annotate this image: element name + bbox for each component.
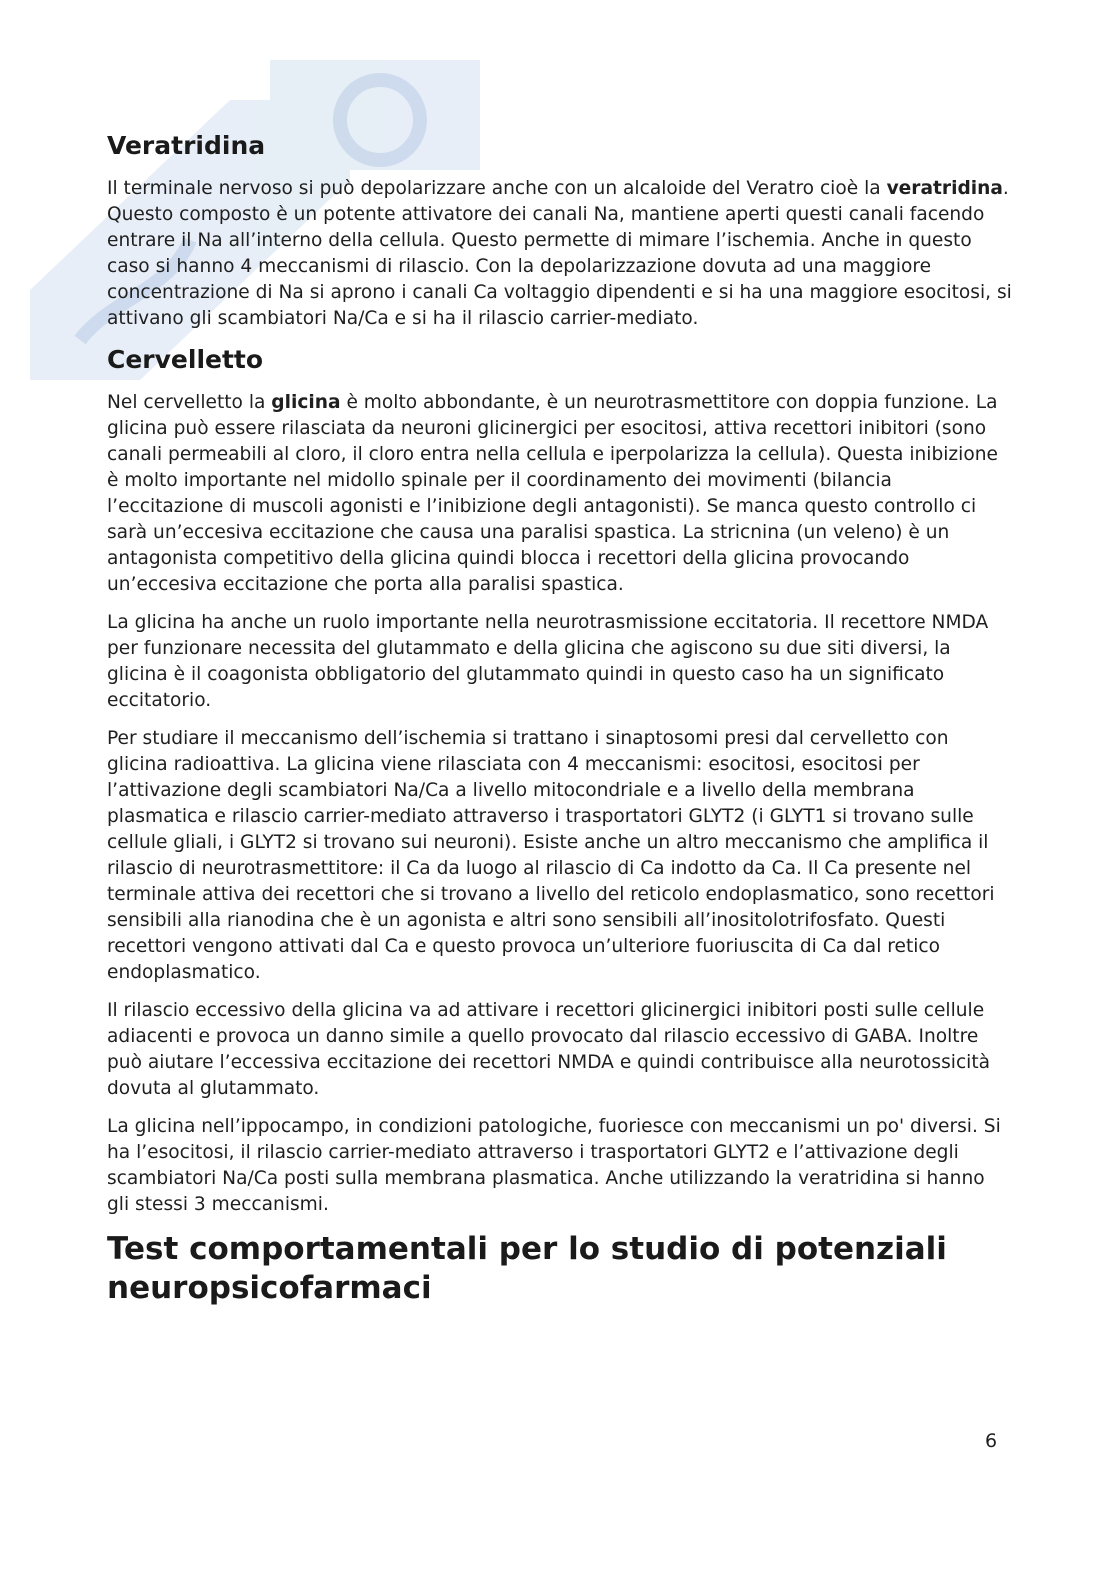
term-veratridina: veratridina xyxy=(886,178,1003,199)
paragraph-veratridina: Il terminale nervoso si può depolarizzare anche con un alcaloide del Veratro cioè la veratridina. Questo composto è un potente attivatore dei canali Na, mantiene aperti questi canali facendo entrare il Na all’interno della cellula. Questo permette di mimare l’ischemia. Anche in questo caso si hanno 4 meccanismi di rilascio. Con la depolarizzazione dovuta ad una maggiore concentrazione di Na si aprono i canali Ca voltaggio dipendenti e si ha una maggiore esocitosi, si attivano gli scambiatori Na/Ca e si ha il rilascio carrier-mediato. xyxy=(107,178,1012,329)
paragraph-cervelletto-1: Nel cervelletto la glicina è molto abbondante, è un neurotrasmettitore con doppia funzione. La glicina può essere rilasciata da neuroni glicinergici per esocitosi, attiva recettori inibitori (sono canali permeabili al cloro, il cloro entra nella cellula e iperpolarizza la cellula). Questa inibizione è molto importante nel midollo spinale per il coordinamento dei movimenti (bilancia l’eccitazione di muscoli agonisti e l’inibizione degli antagonisti). Se manca questo controllo ci sarà un’eccesiva eccitazione che causa una paralisi spastica. La stricnina (un veleno) è un antagonista competitivo della glicina quindi blocca i recettori della glicina provocando un’eccesiva eccitazione che porta alla paralisi spastica. xyxy=(107,392,998,595)
term-glicina: glicina xyxy=(271,392,341,413)
section-heading-cervelletto: Cervelletto xyxy=(107,345,264,374)
paragraph-cervelletto-5: La glicina nell’ippocampo, in condizioni patologiche, fuoriesce con meccanismi un po' diversi. Si ha l’esocitosi, il rilascio carrier-mediato attraverso i trasportatori GLYT2 e l’attivazione degli scambiatori Na/Ca posti sulla membrana plasmatica. Anche utilizzando la veratridina si hanno gli stessi 3 meccanismi. xyxy=(107,1116,1001,1215)
paragraph-cervelletto-4: Il rilascio eccessivo della glicina va ad attivare i recettori glicinergici inibitori posti sulle cellule adiacenti e provoca un danno simile a quello provocato dal rilascio eccessivo di GABA. Inoltre può aiutare l’eccessiva eccitazione dei recettori NMDA e quindi contribuisce alla neurotossicità dovuta al glutammato. xyxy=(107,1000,991,1099)
paragraph-cervelletto-2: La glicina ha anche un ruolo importante nella neurotrasmissione eccitatoria. Il recettore NMDA per funzionare necessita del glutammato e della glicina che agiscono su due siti diversi, la glicina è il coagonista obbligatorio del glutammato quindi in questo caso ha un significato eccitatorio. xyxy=(107,612,989,711)
section-heading-veratridina: Veratridina xyxy=(107,131,266,160)
page-number: 6 xyxy=(985,1430,998,1452)
document-body xyxy=(107,120,1012,1308)
paragraph-cervelletto-3: Per studiare il meccanismo dell’ischemia si trattano i sinaptosomi presi dal cervelletto con glicina radioattiva. La glicina viene rilasciata con 4 meccanismi: esocitosi, esocitosi per l’attivazione degli scambiatori Na/Ca a livello mitocondriale e a livello della membrana plasmatica e rilascio carrier-mediato attraverso i trasportatori GLYT2 (i GLYT1 si trovano sulle cellule gliali, i GLYT2 si trovano sui neuroni). Esiste anche un altro meccanismo che amplifica il rilascio di neurotrasmettitore: il Ca da luogo al rilascio di Ca indotto da Ca. Il Ca presente nel terminale attiva dei recettori che si trovano a livello del reticolo endoplasmatico, sono recettori sensibili alla rianodina che è un agonista e altri sono sensibili all’inositolotrifosfato. Questi recettori vengono attivati dal Ca e questo provoca un’ulteriore fuoriuscita di Ca dal retico endoplasmatico. xyxy=(107,728,995,983)
chapter-heading: Test comportamentali per lo studio di potenziali neuropsicofarmaci xyxy=(107,1231,947,1306)
